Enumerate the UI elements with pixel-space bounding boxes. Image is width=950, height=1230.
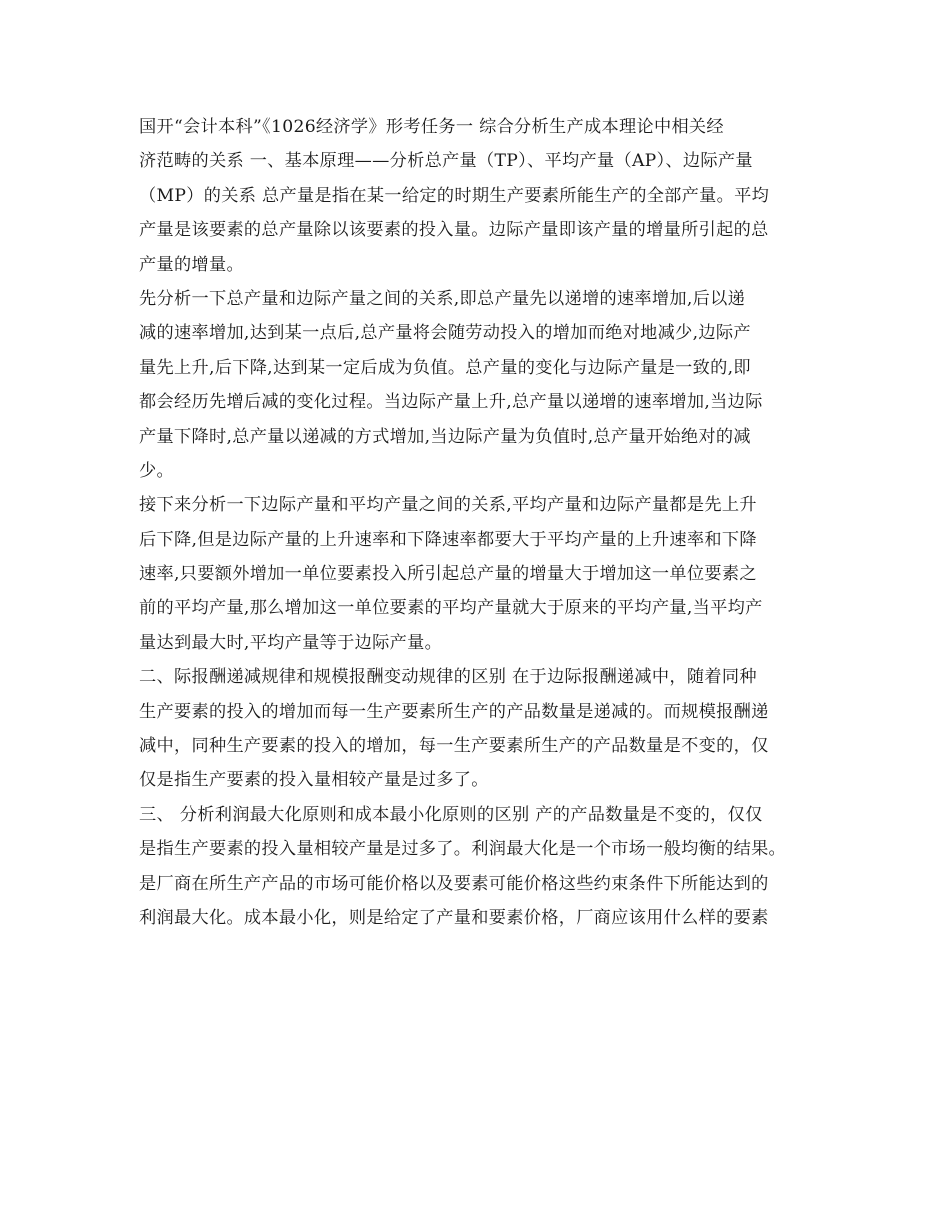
text-line: 量达到最大时,平均产量等于边际产量。 (139, 632, 443, 653)
text-line: 仅是指生产要素的投入量相较产量是过多了。 (139, 770, 489, 791)
text-line: 都会经历先增后减的变化过程。当边际产量上升,总产量以递增的速率增加,当边际 (139, 392, 763, 413)
text-line: 产量的增量。 (139, 254, 244, 275)
text-line: 后下降,但是边际产量的上升速率和下降速率都要大于平均产量的上升速率和下降 (139, 529, 757, 550)
text-line: 三、 分析利润最大化原则和成本最小化原则的区别 产的产品数量是不变的，仅仅 (139, 804, 763, 825)
text-line: 国开“会计本科”《1026经济学》形考任务一 综合分析生产成本理论中相关经 (139, 117, 724, 137)
text-line: 济范畴的关系 一、基本原理——分析总产量（TP）、平均产量（AP）、边际产量 (139, 151, 753, 172)
text-line: 减中，同种生产要素的投入的增加，每一生产要素所生产的产品数量是不变的，仅 (139, 736, 769, 757)
text-line: 接下来分析一下边际产量和平均产量之间的关系,平均产量和边际产量都是先上升 (139, 495, 757, 516)
text-line: 少。 (139, 460, 174, 481)
text-line: 前的平均产量,那么增加这一单位要素的平均产量就大于原来的平均产量,当平均产 (139, 598, 763, 619)
text-line: 量先上升,后下降,达到某一定后成为负值。总产量的变化与边际产量是一致的,即 (139, 357, 751, 378)
text-line: 是指生产要素的投入量相较产量是过多了。利润最大化是一个市场一般均衡的结果。 (139, 839, 787, 860)
text-line: 生产要素的投入的增加而每一生产要素所生产的产品数量是递减的。而规模报酬递 (139, 701, 769, 722)
body-text (139, 110, 829, 935)
text-line: 是厂商在所生产产品的市场可能价格以及要素可能价格这些约束条件下所能达到的 (139, 873, 769, 894)
text-line: 减的速率增加,达到某一点后,总产量将会随劳动投入的增加而绝对地减少,边际产 (139, 323, 751, 344)
text-line: 产量下降时,总产量以递减的方式增加,当边际产量为负值时,总产量开始绝对的减 (139, 426, 751, 447)
text-line: 速率,只要额外增加一单位要素投入所引起总产量的增量大于增加这一单位要素之 (139, 564, 757, 585)
text-line: 产量是该要素的总产量除以该要素的投入量。边际产量即该产量的增量所引起的总 (139, 220, 769, 241)
text-line: 先分析一下总产量和边际产量之间的关系,即总产量先以递增的速率增加,后以递 (139, 288, 746, 309)
text-line: （MP）的关系 总产量是指在某一给定的时期生产要素所能生产的全部产量。平均 (139, 185, 770, 206)
text-line: 利润最大化。成本最小化，则是给定了产量和要素价格，厂商应该用什么样的要素 (139, 907, 769, 928)
text-line: 二、际报酬递减规律和规模报酬变动规律的区别 在于边际报酬递减中，随着同种 (139, 667, 757, 688)
